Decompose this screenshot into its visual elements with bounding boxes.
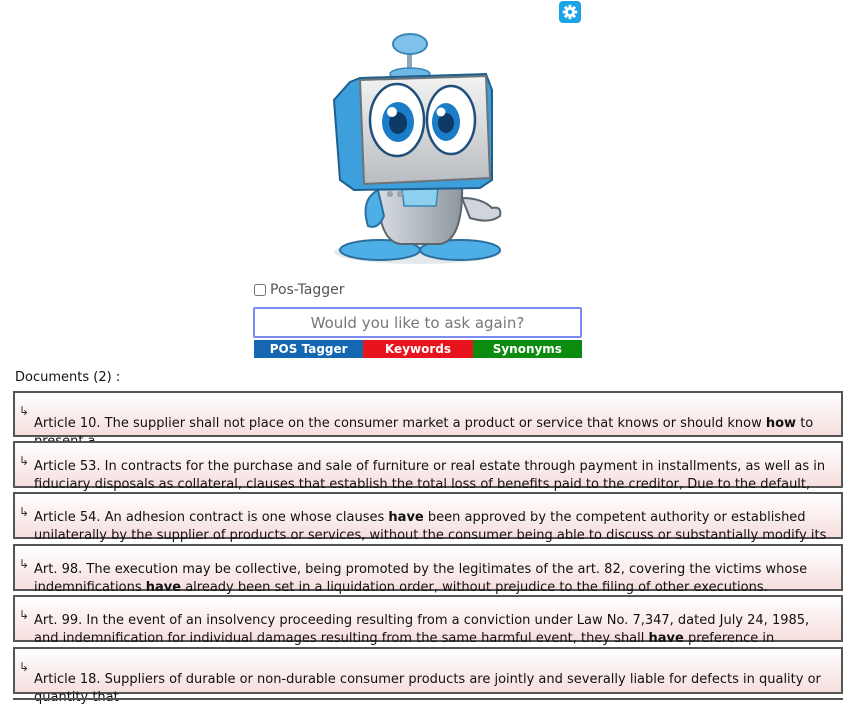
- pos-tagger-label: Pos-Tagger: [270, 282, 345, 298]
- ask-input[interactable]: [253, 307, 582, 338]
- reply-arrow-icon: ↳: [19, 557, 30, 571]
- reply-arrow-icon: ↳: [19, 660, 30, 674]
- reply-arrow-icon: ↳: [19, 454, 30, 468]
- pos-tagger-checkbox[interactable]: [254, 284, 266, 296]
- document-card[interactable]: [13, 492, 843, 543]
- tab-synonyms[interactable]: Synonyms: [473, 340, 582, 358]
- pos-tagger-toggle[interactable]: [254, 281, 345, 299]
- document-card[interactable]: [13, 441, 843, 492]
- document-text: Article 10. The supplier shall not place on the consumer market a product or service that knows or should know how to: [34, 416, 814, 431]
- document-text: Article 18. Suppliers of durable or non-durable consumer products are jointly and severally liable for defects in quality or: [34, 672, 821, 687]
- tab-keywords[interactable]: Keywords: [363, 340, 472, 358]
- document-text: Art. 99. In the event of an insolvency proceeding resulting from a conviction under Law No. 7,347, dated July 24, 1985, and indemnification for individual damages resulting from the same harmful event, they shall have preference in: [34, 613, 810, 646]
- gear-icon: [562, 4, 578, 20]
- robot-mascot: [320, 30, 520, 270]
- document-card[interactable]: [13, 544, 843, 595]
- reply-arrow-icon: ↳: [19, 404, 30, 418]
- document-text: Art. 98. The execution may be collective, being promoted by the legitimates of the art. 82, covering the victims whose indemnifications have already been set in a liquidation order, without prejudice to the filing of other executions.: [34, 562, 808, 595]
- document-text: Article 54. An adhesion contract is one whose clauses have been approved by the competent authority or established unilaterally by the supplier of products or services, without the consumer being able to discuss or substantially modify its: [34, 510, 827, 543]
- reply-arrow-icon: ↳: [19, 608, 30, 622]
- document-card[interactable]: [13, 595, 843, 646]
- tab-pos-tagger[interactable]: POS Tagger: [254, 340, 363, 358]
- document-card-edge: [13, 698, 843, 700]
- analysis-tabs: [254, 340, 582, 358]
- keyword-highlight: have: [648, 631, 684, 646]
- keyword-highlight: how: [765, 416, 797, 431]
- document-card[interactable]: [13, 391, 843, 437]
- keyword-highlight: have: [388, 510, 424, 525]
- documents-count: Documents (2) :: [15, 370, 121, 385]
- reply-arrow-icon: ↳: [19, 505, 30, 519]
- document-text: Article 53. In contracts for the purchase and sale of furniture or real estate through payment in installments, as well as in fiduciary disposals as collateral, clauses that establish the total loss of benefits paid to the creditor, Due to the default,: [34, 459, 826, 492]
- settings-button[interactable]: [559, 1, 581, 23]
- document-card[interactable]: [13, 647, 843, 694]
- keyword-highlight: have: [145, 580, 182, 595]
